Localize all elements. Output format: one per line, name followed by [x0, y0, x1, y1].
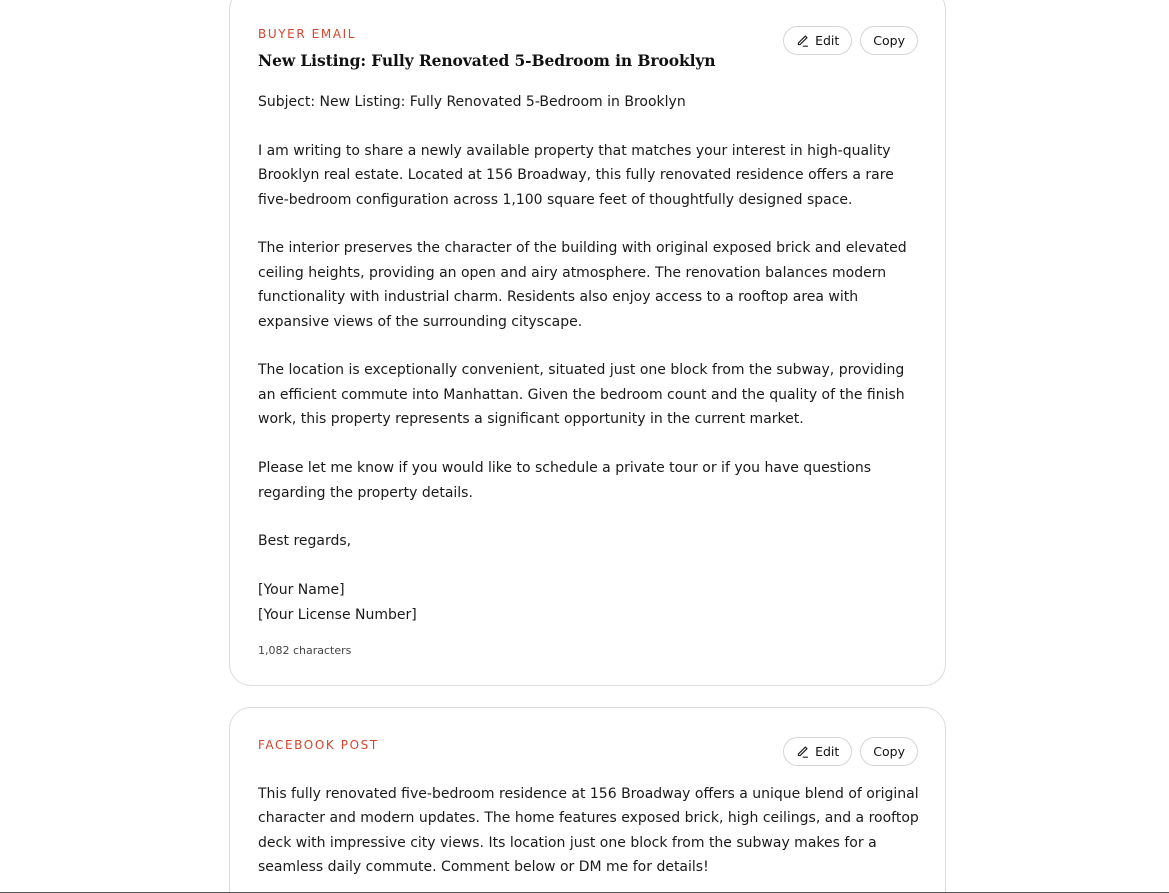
card-actions [783, 26, 918, 55]
card-label: FACEBOOK POST [258, 738, 379, 752]
card-actions [783, 737, 918, 766]
edit-button-label: Edit [815, 33, 840, 48]
copy-button-label: Copy [873, 33, 905, 48]
copy-button[interactable] [860, 26, 918, 55]
pencil-icon [796, 745, 809, 758]
email-body: Subject: New Listing: Fully Renovated 5-Bedroom in Brooklyn I am writing to share a newly available property that matches your interest in high-quality Brooklyn real estate. Located at 156 Broadway, this fully renovated residence offers a rare five-bedroom configuration across 1,100 square feet of thoughtfully designed space. The interior preserves the character of the building with original exposed brick and elevated ceiling heights, providing an open and airy atmosphere. The renovation balances modern functionality with industrial charm. Residents also enjoy access to a rooftop area with expansive views of the surrounding cityscape. The location is exceptionally convenient, situated just one block from the subway, providing an efficient commute into Manhattan. Given the bedroom count and the quality of the finish work, this property represents a significant opportunity in the current market. Please let me know if you would like to schedule a private tour or if you have questions regarding the property details. Best regards, [Your Name] [Your License Number] [258, 94, 907, 623]
edit-button[interactable] [783, 737, 852, 766]
buyer-email-card [229, 0, 946, 686]
card-label: BUYER EMAIL [258, 27, 357, 41]
pencil-icon [796, 34, 809, 47]
copy-button-label: Copy [873, 744, 905, 759]
facebook-post-card [229, 707, 946, 893]
email-title: New Listing: Fully Renovated 5-Bedroom in Brooklyn [258, 51, 716, 70]
facebook-post-body: This fully renovated five-bedroom residence at 156 Broadway offers a unique blend of original character and modern updates. The home features exposed brick, high ceilings, and a rooftop deck with impressive city views. Its location just one block from the subway makes for a seamless daily commute. Comment below or DM me for details! [258, 786, 924, 876]
character-count: 1,082 characters [258, 644, 352, 657]
edit-button-label: Edit [815, 744, 840, 759]
edit-button[interactable] [783, 26, 852, 55]
copy-button[interactable] [860, 737, 918, 766]
